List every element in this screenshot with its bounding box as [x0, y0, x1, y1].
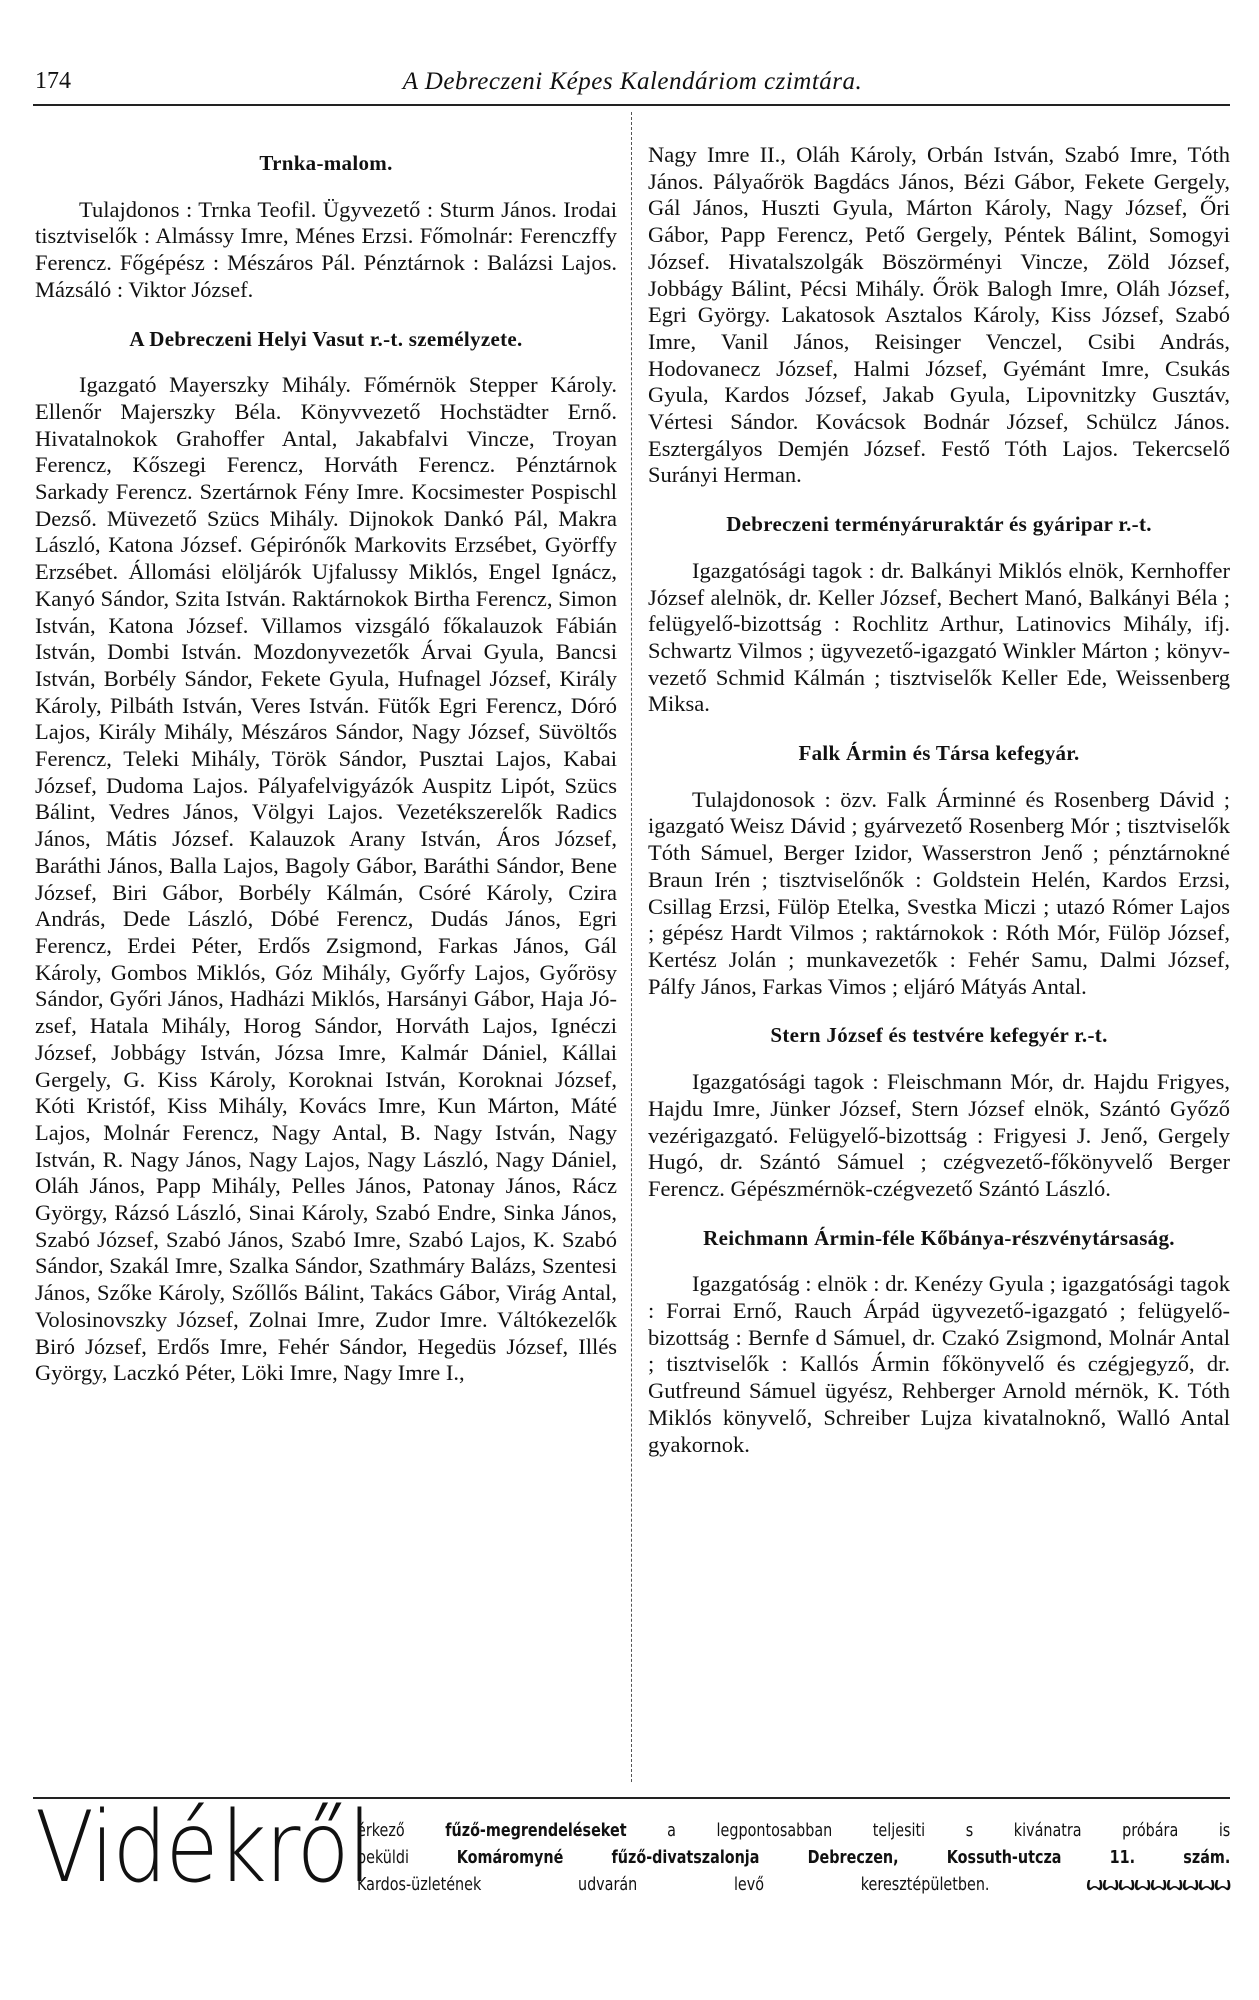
- column-divider: [631, 112, 632, 1782]
- section-title-helyi-vasut: A Debreczeni Helyi Vasut r.-t. személyzete.: [129, 326, 523, 351]
- ad-line2-bold: Komáromyné fűző-divatszalonja Debreczen, Kossuth-utcza 11. szám.: [456, 1848, 1231, 1868]
- running-title: A Debreczeni Képes Kalendáriom czimtára.: [402, 68, 863, 95]
- header-rule: [33, 104, 1230, 106]
- section-title-trnka-malom: Trnka-malom.: [259, 151, 393, 175]
- advertisement-line-2: [357, 1845, 1230, 1872]
- section-text-stern-jozsef: Igazgatósági tagok : Fleischmann Mór, dr. Hajdu Frigyes, Hajdu Imre, Jünker József, Stern József elnök, Szántó Győző vezérigazgató. Felügyelő-bizottság : Frigyesi J. Jenő, Gergely Hugó, dr. Szántó Sámuel ; czégvezető-főkönyvelő Berger Ferencz. Gépészmérnök-czégvezető Szántó László.: [648, 1069, 1230, 1201]
- advertisement-line-1: [357, 1818, 1230, 1845]
- section-text-falk-armin: Tulajdonosok : özv. Falk Árminné és Rosenberg Dávid ; igazgató Weisz Dávid ; gyárvezető Rosenberg Mór ; tisztviselők Tóth Sámuel, Berger Izidor, Wasserstron Jenő ; pénztárnokné Braun Irén ; tisztviselőnők : Goldstein Helén, Kardos Erzsi, Csillag Erzsi, Fülöp Etelka, Svestka Miczi ; utazó Rómer Lajos ; gépész Hardt Vilmos ; raktárnokok : Róth Mór, Fülöp József, Kertész Jolán ; munkavezetők : Fehér Samu, Dalmi József, Pálfy János, Farkas Vimos ; eljáró Mátyás Antal.: [648, 786, 1230, 999]
- right-column: [648, 142, 1230, 1458]
- section-title-reichmann-armin: Reichmann Ármin-féle Kőbánya-részvénytársaság.: [703, 1225, 1175, 1250]
- continued-text-helyi-vasut: Nagy Imre II., Oláh Károly, Orbán István, Szabó Imre, Tóth János. Pályaőrök Bagdács János, Bézi Gábor, Fekete Gergely, Gál János, Huszti Gyula, Márton Károly, Nagy József, Őri Gábor, Papp Ferencz, Pető Gergely, Péntek Bálint, Somogyi József. Hivatalszolgák Böszörményi Vincze, Zöld József, Jobbágy Bálint, Pécsi Mihály. Őrök Balogh Imre, Oláh József, Egri György. Lakatosok Asztalos Károly, Kiss József, Szabó Imre, Vanil János, Reisinger Venczel, Csibi András, Hodovanecz József, Halmi József, Gyémánt Imre, Csukás Gyula, Kardos József, Jakab Gyula, Lipovnitzky Gusztáv, Vértesi Sándor. Kovácsok Bodnár József, Schülcz János. Esztergályos Demjén József. Festő Tóth Lajos. Tekercselő Surányi Herman.: [648, 142, 1230, 488]
- section-text-reichmann-armin: Igazgatóság : elnök : dr. Kenézy Gyula ; igazgatósági tagok : Forrai Ernő, Rauch Árpád ügyvezető-igazgató ; felügyelő-bizottság : Bernfe d Sámuel, dr. Czakó Zsigmond, Molnár Antal ; tisztviselők : Kallós Ármin főkönyvelő és czégjegyző, dr. Gutfreund Sámuel ügyész, Rehberger Arnold mérnök, K. Tóth Miklós könyvelő, Schreiber Lujza kivatalnoknő, Walló Antal gyakornok.: [648, 1271, 1230, 1457]
- ad-line3-text: Kardos-üzletének udvarán levő keresztépületben.: [357, 1875, 990, 1895]
- left-column: [35, 142, 617, 1387]
- ad-line1-bold: fűző-megrendeléseket: [445, 1821, 627, 1841]
- advertisement: [35, 1791, 1231, 1910]
- section-title-falk-armin: Falk Ármin és Társa kefegyár.: [798, 741, 1080, 766]
- section-text-helyi-vasut: Igazgató Mayerszky Mihály. Főmérnök Stepper Károly. Ellenőr Majerszky Béla. Könyvvezető Hochstädter Ernő. Hivatalnokok Grahoffer Antal, Jakabfalvi Vincze, Troyan Ferencz, Kőszegi Ferencz, Horváth Ferencz. Pénztárnok Sarkady Ferencz. Szertárnok Fény Imre. Kocsimester Pospischl Dezső. Müvezető Szücs Mihály. Dijnokok Dankó Pál, Makra László, Katona József. Gépirónők Markovits Erzsébet, Györffy Erzsébet. Állomási elöljárók Ujfalussy Miklós, Engel Ignácz, Kanyó Sándor, Szita István. Raktárnokok Birtha Ferencz, Simon István, Katona József. Villamos vizsgáló főkalauzok Fábián István, Dombi István. Mozdonyvezetők Árvai Gyula, Bancsi István, Borbély Sándor, Fekete Gyula, Hufnagel József, Király Károly, Pilbáth István, Veres István. Fütők Egri Ferencz, Dóró Lajos, Király Mihály, Mészáros Sándor, Nagy József, Süvöltős Ferencz, Teleki Mihály, Török Sándor, Pusztai Lajos, Kabai József, Dudoma Lajos. Pályafelvigyázók Auspitz Lipót, Szücs Bálint, Vedres János, Völgyi Lajos. Vezetékszerelők Radics János, Mátis József. Kalauzok Arany István, Áros József, Baráthi János, Balla Lajos, Bagoly Gábor, Baráthi Sándor, Bene József, Biri Gábor, Borbély Kálmán, Csóré Károly, Czira András, Dede László, Dóbé Ferencz, Dudás János, Egri Ferencz, Erdei Péter, Erdős Zsigmond, Farkas János, Gál Károly, Gombos Miklós, Góz Mihály, Győrfy Lajos, Győrösy Sándor, Győri János, Hadházi Miklós, Harsányi Gábor, Haja József, Hatala Mihály, Horog Sándor, Horváth Lajos, Ignéczi József, Jobbágy István, Józsa Imre, Kalmár Dániel, Kállai Gergely, G. Kiss Károly, Koroknai István, Koroknai József, Kóti Kristóf, Kiss Mihály, Kovács Imre, Kun Márton, Máté Lajos, Molnár Ferencz, Nagy Antal, B. Nagy István, Nagy István, R. Nagy János, Nagy Lajos, Nagy László, Nagy Dániel, Oláh János, Papp Mihály, Pelles János, Patonay János, Rácz György, Rázsó László, Sinai Károly, Szabó Endre, Sinka János, Szabó József, Szabó János, Szabó Imre, Szabó Lajos, K. Szabó Sándor, Szakál Imre, Szalka Sándor, Szathmáry Balázs, Szentesi János, Szőke Károly, Szőllős Bálint, Takács Gábor, Virág Antal, Volosinovszky József, Zolnai Imre, Zudor Imre. Váltókezelők Biró József, Erdős Imre, Fehér Sándor, Hegedüs József, Illés György, Laczkó Péter, Löki Imre, Nagy Imre I.,: [35, 372, 617, 1386]
- ad-line1-pre: érkező: [357, 1821, 405, 1841]
- section-title-termenyaruraktar: Debreczeni terményáruraktár és gyáripar r.-t.: [726, 512, 1152, 537]
- advertisement-body: [357, 1818, 1230, 1899]
- page-number: 174: [35, 68, 71, 94]
- ad-line2-pre: beküldi: [357, 1848, 409, 1868]
- page-header: [35, 68, 1230, 102]
- section-title-stern-jozsef: Stern József és testvére kefegyér r.-t.: [770, 1023, 1108, 1048]
- ad-line1-post: a legpontosabban teljesiti s kivánatra próbára is: [667, 1821, 1231, 1841]
- section-text-trnka-malom: Tulajdonos : Trnka Teofil. Ügyvezető : Sturm János. Irodai tisztviselők : Almássy Imre, Ménes Erzsi. Főmolnár: Ferenczffy Ferencz. Főgépész : Mészáros Pál. Pénztárnok : Balázsi Lajos. Mázsáló : Viktor József.: [35, 196, 617, 302]
- section-text-termenyaruraktar: Igazgatósági tagok : dr. Balkányi Miklós elnök, Kernhoffer József alelnök, dr. Keller József, Bechert Manó, Balkányi Béla ; felügyelő-bizottság : Rochlitz Arthur, Latinovics Mihály, ifj. Schwartz Vilmos ; ügyvezető-igazgató Winkler Márton ; könyvvezető Schmid Kálmán ; tisztviselők Keller Ede, Weissenberg Miksa.: [648, 557, 1230, 717]
- advertisement-line-3: [357, 1872, 1230, 1899]
- advertisement-headline: Vidékről: [35, 1791, 371, 1905]
- ornament-border-icon: ꙍꙍꙍꙍꙍꙍꙍꙍꙍ: [1086, 1875, 1231, 1895]
